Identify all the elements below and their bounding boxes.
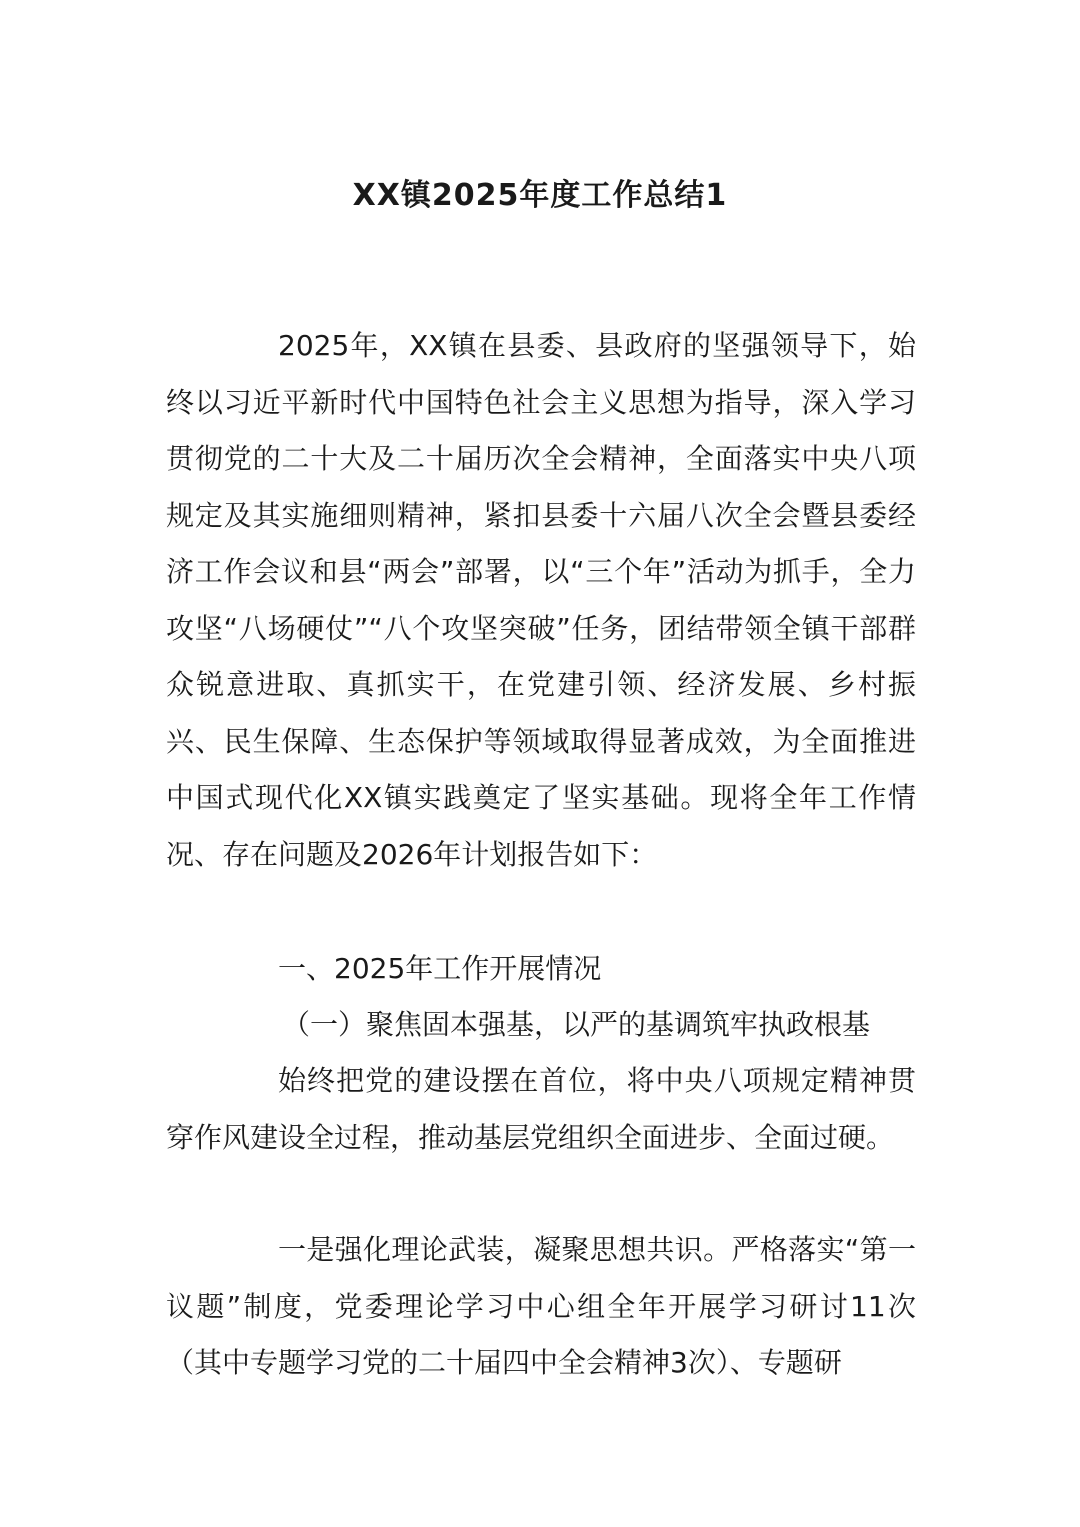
body-paragraph-truncated: 一是强化理论武装，凝聚思想共识。严格落实“第一议题”制度，党委理论学习中心组全年开展学习研讨11次（其中专题学习党的二十届四中全会精神3次）、专题研 [166,1233,916,1379]
intro-paragraph: 2025年，XX镇在县委、县政府的坚强领导下，始终以习近平新时代中国特色社会主义思想为指导，深入学习贯彻党的二十大及二十届历次全会精神，全面落实中央八项规定及其实施细则精神，紧扣县委十六届八次全会暨县委经济工作会议和县“两会”部署，以“三个年”活动为抓手，全力攻坚“八场硬仗”“八个攻坚突破”任务，团结带领全镇干部群众锐意进取、真抓实干，在党建引领、经济发展、乡村振兴、民生保障、生态保护等领域取得显著成效，为全面推进中国式现代化XX镇实践奠定了坚实基础。现将全年工作情况、存在问题及2026年计划报告如下： [166,329,916,871]
subsection-heading: （一）聚焦固本强基，以严的基调筑牢执政根基 [282,1008,871,1041]
document-title: XX镇2025年度工作总结1 [352,178,728,213]
section-heading: 一、2025年工作开展情况 [278,952,602,985]
body-paragraph: 始终把党的建设摆在首位，将中央八项规定精神贯穿作风建设全过程，推动基层党组织全面进步、全面过硬。 [166,1064,916,1154]
